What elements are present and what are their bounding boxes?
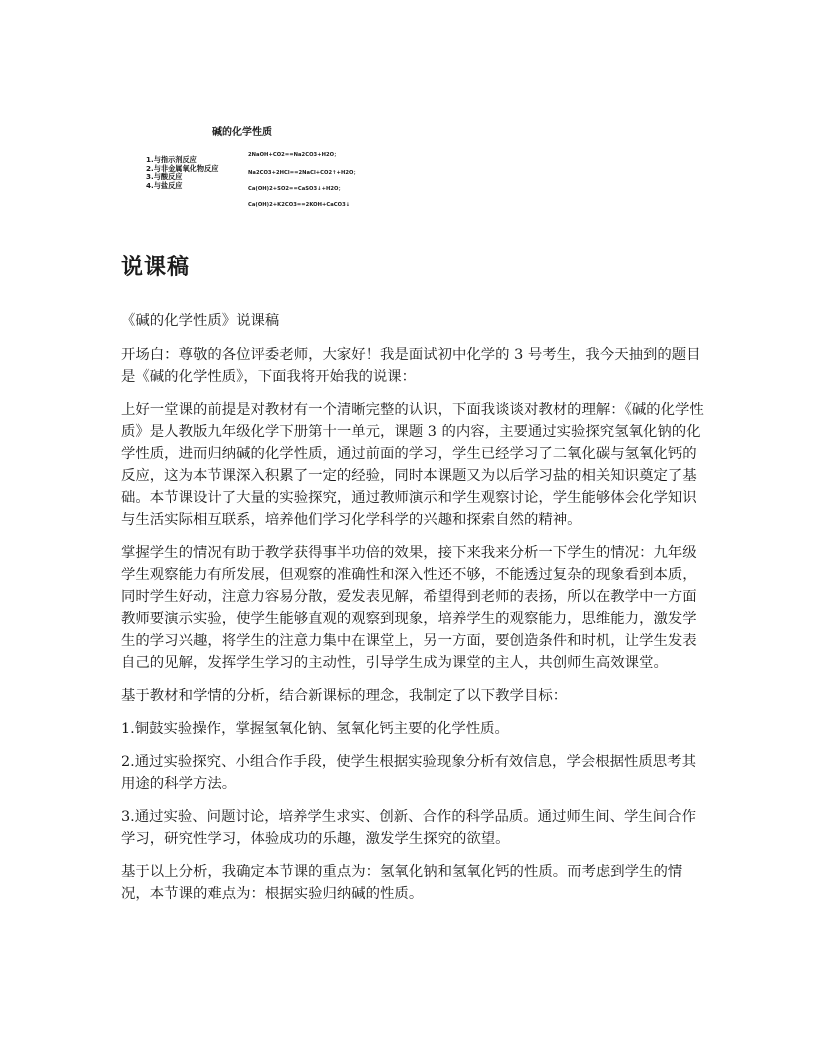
paragraph-focus: 基于以上分析，我确定本节课的重点为：氢氧化钠和氢氧化钙的性质。而考虑到学生的情况，本节课的难点为：根据实验归纳碱的性质。 bbox=[121, 864, 683, 902]
equation: Ca(OH)2+K2CO3==2KOH+CaCO3↓ bbox=[248, 202, 351, 208]
document-body bbox=[121, 310, 707, 916]
figure-title: 碱的化学性质 bbox=[212, 127, 272, 138]
property-item: 2.与非金属氧化物反应 bbox=[146, 163, 219, 173]
property-list bbox=[146, 156, 218, 190]
paragraph-opening: 开场白：尊敬的各位评委老师，大家好！我是面试初中化学的 3 号考生，我今天抽到的题目是《碱的化学性质》，下面我将开始我的说课： bbox=[121, 347, 701, 385]
document-subtitle: 《碱的化学性质》说课稿 bbox=[121, 313, 280, 329]
paragraph-goal-1: 1.铜鼓实验操作，掌握氢氧化钠、氢氧化钙主要的化学性质。 bbox=[121, 721, 509, 737]
paragraph-goals-intro: 基于教材和学情的分析，结合新课标的理念，我制定了以下教学目标： bbox=[121, 688, 568, 704]
property-item: 1.与指示剂反应 bbox=[146, 155, 197, 164]
equation: Ca(OH)2+SO2==CaSO3↓+H2O； bbox=[248, 186, 344, 192]
equation: Na2CO3+2HCl==2NaCl+CO2↑+H2O； bbox=[248, 170, 359, 176]
paragraph-goal-3: 3.通过实验、问题讨论，培养学生求实、创新、合作的科学品质。通过师生间、学生间合作学习，研究性学习，体验成功的乐趣，激发学生探究的欲望。 bbox=[121, 809, 696, 847]
property-item: 3.与酸反应 bbox=[146, 172, 183, 182]
equation: 2NaOH+CO2==Na2CO3+H2O； bbox=[248, 152, 340, 158]
paragraph-goal-2: 2.通过实验探究、小组合作手段，使学生根据实验现象分析有效信息，学会根据性质思考其用途的科学方法。 bbox=[121, 754, 696, 792]
document-title: 说课稿 bbox=[121, 255, 191, 280]
paragraph-textbook: 上好一堂课的前提是对教材有一个清晰完整的认识，下面我谈谈对教材的理解：《碱的化学性质》是人教版九年级化学下册第十一单元，课题 3 的内容，主要通过实验探究氢氧化钠的化学性质，进而归纳碱的化学性质，通过前面的学习，学生已经学习了二氧化碳与氢氧化钙的反应，这为本节课深入积累了一定的经验，同时本课题又为以后学习盐的相关知识奠定了基础。本节课设计了大量的实验探究，通过教师演示和学生观察讨论，学生能够体会化学知识与生活实际相互联系，培养他们学习化学科学的兴趣和探索自然的精神。 bbox=[121, 402, 704, 528]
paragraph-students: 掌握学生的情况有助于教学获得事半功倍的效果，接下来我来分析一下学生的情况：九年级学生观察能力有所发展，但观察的准确性和深入性还不够，不能透过复杂的现象看到本质，同时学生好动，注意力容易分散，爱发表见解，希望得到老师的表扬，所以在教学中一方面教师要演示实验，使学生能够直观的观察到现象，培养学生的观察能力，思维能力，激发学生的学习兴趣，将学生的注意力集中在课堂上，另一方面，要创造条件和时机，让学生发表自己的见解，发挥学生学习的主动性，引导学生成为课堂的主人，共创师生高效课堂。 bbox=[121, 545, 697, 671]
chemistry-figure bbox=[142, 116, 382, 216]
property-item: 4.与盐反应 bbox=[146, 180, 183, 190]
